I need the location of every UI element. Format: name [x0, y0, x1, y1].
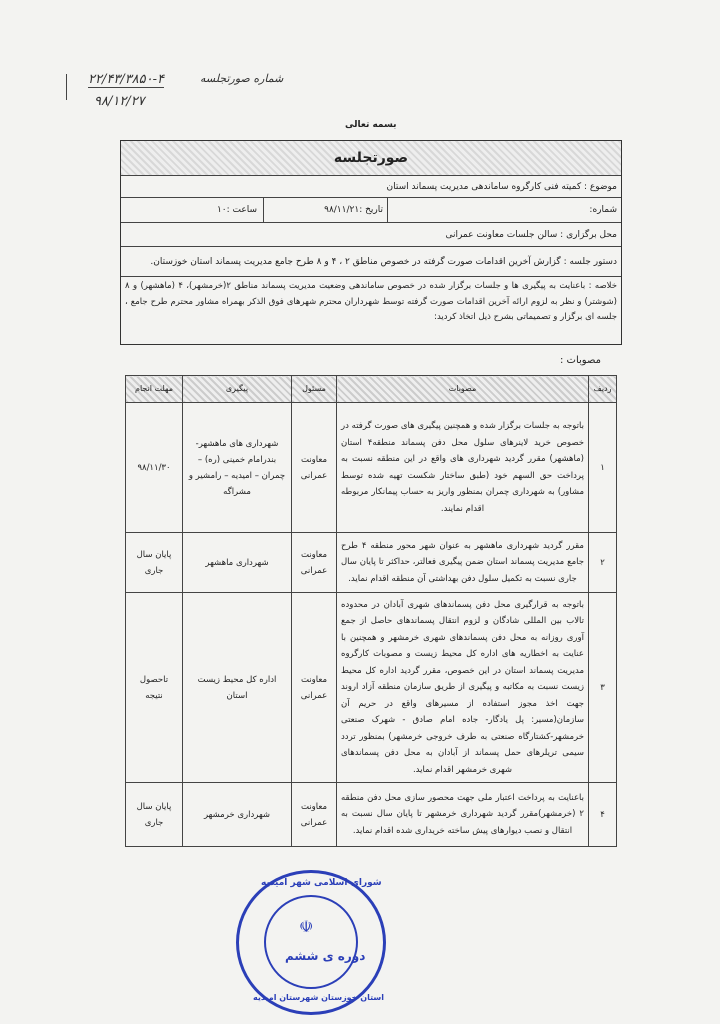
resolutions-label: مصوبات : — [560, 355, 601, 366]
row-number: ۱ — [589, 403, 617, 533]
responsible: معاونت عمرانی — [292, 533, 337, 593]
emblem-icon: ☫ — [299, 917, 314, 936]
deadline: پایان سال جاری — [126, 533, 183, 593]
table-row — [126, 783, 617, 847]
table-header-row — [126, 376, 617, 403]
meeting-time: ساعت :۱۰ — [216, 205, 257, 215]
meeting-header-box — [120, 140, 622, 345]
table-row — [126, 533, 617, 593]
header-deadline: مهلت انجام — [126, 376, 183, 403]
follow-up: شهرداری خرمشهر — [183, 783, 292, 847]
basmala: بسمه تعالی — [345, 120, 397, 130]
resolution-text: باتوجه به قرارگیری محل دفن پسماندهای شهری آبادان در محدوده تالاب بین المللی شادگان و لزوم انتقال پسماندهای حاصل از جمع آوری روزانه به محل دفن پسماندهای شهری خرمشهر و همچنین با عنایت به اخطاریه های اداره کل محیط زیست و مصوبات کارگروه مدیریت پسماند استان در این خصوص، مقرر گردید اداره کل محیط زیست نسبت به مکاتبه و پیگیری از طریق سازمان منطقه آزاد اروند جهت اخذ مجوز استفاده از مسیرهای واقع در حریم آن سازمان(مسیر: پل یادگار- جاده امام صادق - شهرک صنعتی خرمشهر-کشتارگاه صنعتی به طرف خروجی خرمشهر) بمنظور تردد سیمی تریلرهای حمل پسماند از آبادان به محل دفن پسماندهای شهری خرمشهر اقدام نماید. — [337, 593, 589, 783]
meeting-summary: خلاصه : باعنایت به پیگیری ها و جلسات برگزار شده در خصوص ساماندهی وضعیت مدیریت پسماند مناطق ۲(خرمشهر)، ۴ (ماهشهر) و ۸ (شوشتر) و نظر به لزوم ارائه آخرین اقدامات صورت گرفته توسط شهرداران محترم شهرهای فوق الذکر بهمراه مشاور محترم طرح جامع ، جلسه ای برگزار و تصمیماتی بشرح ذیل اتخاذ کردید: — [125, 281, 618, 322]
stamp-top-text: شورای اسلامی شهر امیدیه — [261, 878, 382, 888]
meeting-agenda: دستور جلسه : گزارش آخرین اقدامات صورت گرفته در خصوص مناطق ۲ ، ۴ و ۸ طرح جامع مدیریت پسماند استان خوزستان. — [121, 247, 621, 277]
header-row-number: ردیف — [589, 376, 617, 403]
number-date-row — [121, 198, 621, 223]
resolutions-table — [125, 375, 617, 847]
resolution-text: باعنایت به پرداخت اعتبار ملی جهت محصور سازی محل دفن منطقه ۲ (خرمشهر)مقرر گردید شهرداری خرمشهر تا پایان سال نسبت به انتقال و نصب دیوارهای پیش ساخته خریداری شده اقدام نماید. — [337, 783, 589, 847]
table-row — [126, 403, 617, 533]
table-row — [126, 593, 617, 783]
follow-up: شهرداری های ماهشهر- بندرامام خمینی (ره) – چمران – امیدیه – رامشیر و مشراگه — [183, 403, 292, 533]
stamp-inner-ring — [264, 895, 358, 989]
resolution-text: مقرر گردید شهرداری ماهشهر به عنوان شهر محور منطقه ۴ طرح جامع مدیریت پسماند استان ضمن پیگیری فعالتر، حداکثر تا پایان سال جاری نسبت به تکمیل سلول دفن بهداشتی آن منطقه اقدام نماید. — [337, 533, 589, 593]
meeting-location: محل برگزاری : سالن جلسات معاونت عمرانی — [121, 223, 621, 247]
resolution-text: باتوجه به جلسات برگزار شده و همچنین پیگیری های صورت گرفته در خصوص خرید لاینرهای سلول محل دفن پسماند منطقه۴ استان (ماهشهر) مقرر گردید شهرداری های واقع در این منطقه نسبت به پرداخت حق السهم خود (طبق ساختار شکست تهیه شده توسط مشاور) به شهرداری چمران بمنظور واریز به حساب پیمانکار مربوطه اقدام نمایند. — [337, 403, 589, 533]
deadline: ۹۸/۱۱/۳۰ — [126, 403, 183, 533]
council-stamp — [236, 870, 386, 1015]
deadline: پایان سال جاری — [126, 783, 183, 847]
follow-up: اداره کل محیط زیست استان — [183, 593, 292, 783]
responsible: معاونت عمرانی — [292, 403, 337, 533]
header-resolution: مصوبات — [337, 376, 589, 403]
row-number: ۲ — [589, 533, 617, 593]
handwritten-ref-label: شماره صورتجلسه — [200, 72, 284, 85]
row-number: ۴ — [589, 783, 617, 847]
subject: موضوع : کمیته فنی کارگروه ساماندهی مدیریت پسماند استان — [121, 176, 621, 198]
stamp-bottom-text: استان خوزستان شهرستان امیدیه — [253, 993, 384, 1002]
responsible: معاونت عمرانی — [292, 593, 337, 783]
row-number: ۳ — [589, 593, 617, 783]
margin-line — [66, 74, 67, 100]
header-responsible: مسئول — [292, 376, 337, 403]
handwritten-ref-number: ۲۲/۴۳/۳۸۵۰-۴ — [88, 72, 164, 87]
document-title: صورتجلسه — [121, 141, 621, 176]
number-label: شماره: — [589, 205, 617, 215]
meeting-date: تاریخ :۹۸/۱۱/۲۱ — [263, 198, 388, 222]
stamp-middle-text: دوره ی ششم — [285, 949, 366, 963]
follow-up: شهرداری ماهشهر — [183, 533, 292, 593]
handwritten-ref-date: ۹۸/۱۲/۲۷ — [94, 94, 145, 109]
responsible: معاونت عمرانی — [292, 783, 337, 847]
deadline: تاحصول نتیجه — [126, 593, 183, 783]
header-follow-up: پیگیری — [183, 376, 292, 403]
